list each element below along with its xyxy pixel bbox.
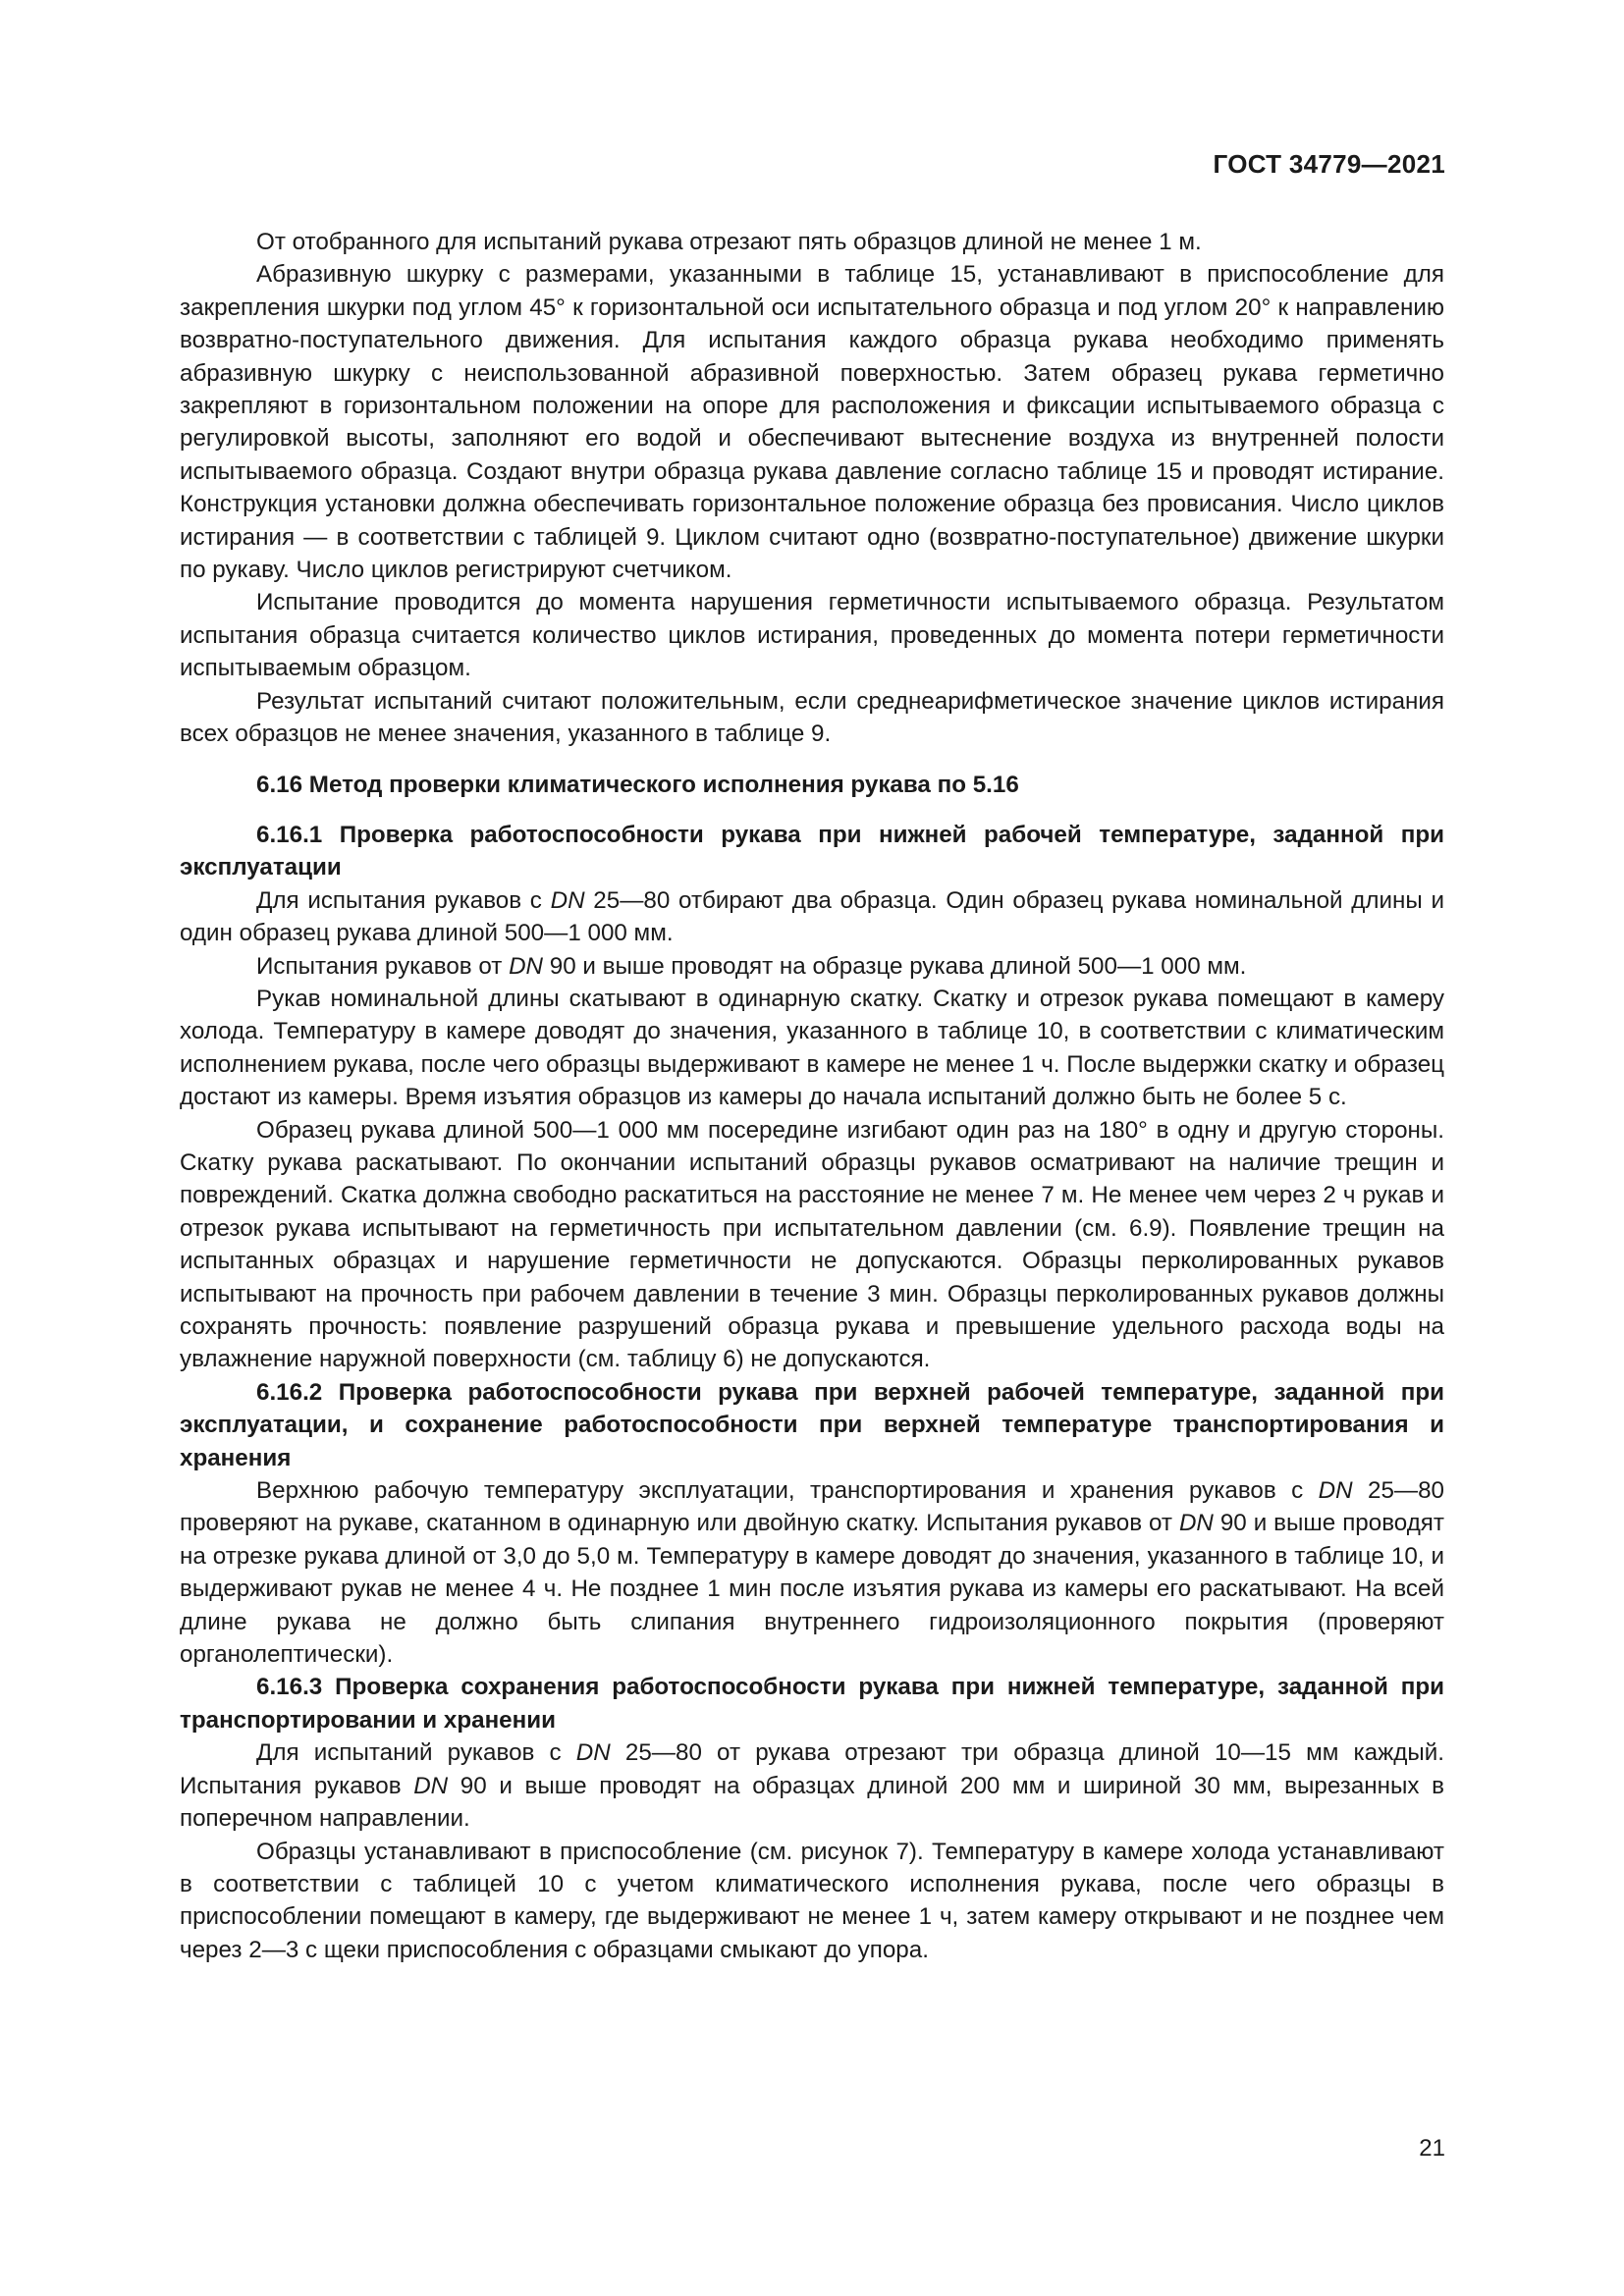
paragraph: Образец рукава длиной 500—1 000 мм посередине изгибают один раз на 180° в одну и другую стороны. Скатку рукава раскатывают. По окончании испытаний образцы рукавов осматривают на наличие трещин и повреждений. Скатка должна свободно раскатиться на расстояние не менее 7 м. Не менее чем через 2 ч рукав и отрезок рукава испытывают на герметичность при испытательном давлении (см. 6.9). Появление трещин на испытанных образцах и нарушение герметичности не допускаются. Образцы перколированных рукавов испытывают на прочность при рабочем давлении в течение 3 мин. Образцы перколированных рукавов должны сохранять прочность: появление разрушений образца рукава и превышение удельного расхода воды на увлажнение наружной поверхности (см. таблицу 6) не допускаются. bbox=[180, 1116, 1444, 1373]
dn-designation: DN bbox=[413, 1772, 449, 1799]
paragraph: Для испытаний рукавов с DN 25—80 от рукава отрезают три образца длиной 10—15 мм каждый. Испытания рукавов DN 90 и выше проводят на образцах длиной 200 мм и шириной 30 мм, вырезанных в поперечном направлении. bbox=[180, 1739, 1444, 1833]
dn-designation: DN bbox=[550, 886, 585, 914]
paragraph: Абразивную шкурку с размерами, указанными в таблице 15, устанавливают в приспособление для закрепления шкурки под углом 45° к горизонтальной оси испытательного образца и под углом 20° к направлению возвратно-поступательного движения. Для испытания каждого образца рукава необходимо применять абразивную шкурку с неиспользованной абразивной поверхностью. Затем образец рукава герметично закрепляют в горизонтальном положении на опоре для расположения и фиксации испытываемого образца с регулировкой высоты, заполняют его водой и обеспечивают вытеснение воздуха из внутренней полости испытываемого образца. Создают внутри образца рукава давление согласно таблице 15 и проводят истирание. Конструкция установки должна обеспечивать горизонтальное положение образца без провисания. Число циклов истирания — в соответствии с таблицей 9. Циклом считают одно (возвратно-поступательное) движение шкурки по рукаву. Число циклов регистрируют счетчиком. bbox=[180, 261, 1444, 584]
paragraph: Для испытания рукавов с DN 25—80 отбирают два образца. Один образец рукава номинальной длины и один образец рукава длиной 500—1 000 мм. bbox=[180, 886, 1444, 947]
paragraph: Результат испытаний считают положительным, если среднеарифметическое значение циклов истирания всех образцов не менее значения, указанного в таблице 9. bbox=[180, 687, 1444, 748]
paragraph: Образцы устанавливают в приспособление (см. рисунок 7). Температуру в камере холода устанавливают в соответствии с таблицей 10 с учетом климатического исполнения рукава, после чего образцы в приспособлении помещают в камеру, где выдерживают не менее 1 ч, затем камеру открывают и не позднее чем через 2—3 с щеки приспособления с образцами смыкают до упора. bbox=[180, 1838, 1444, 1963]
dn-designation: DN bbox=[575, 1739, 611, 1767]
dn-designation: DN bbox=[1318, 1477, 1353, 1505]
subsection-heading: 6.16.2 Проверка работоспособности рукава при верхней рабочей температуре, заданной при эксплуатации, и сохранение работоспособности при верхней температуре транспортирования и хранения bbox=[180, 1378, 1444, 1471]
subsection-heading: 6.16.3 Проверка сохранения работоспособности рукава при нижней температуре, заданной при транспортировании и хранении bbox=[180, 1674, 1444, 1734]
page-number: 21 bbox=[1419, 2135, 1445, 2162]
dn-designation: DN bbox=[1178, 1510, 1214, 1537]
subsection-heading: 6.16.1 Проверка работоспособности рукава при нижней рабочей температуре, заданной при эксплуатации bbox=[180, 821, 1444, 881]
document-code-header: ГОСТ 34779—2021 bbox=[1213, 149, 1445, 179]
dn-designation: DN bbox=[509, 952, 544, 980]
paragraph: Испытания рукавов от DN 90 и выше проводят на образце рукава длиной 500—1 000 мм. bbox=[256, 952, 1247, 980]
paragraph: Верхнюю рабочую температуру эксплуатации, транспортирования и хранения рукавов с DN 25—80 проверяют на рукаве, скатанном в одинарную или двойную скатку. Испытания рукавов от DN 90 и выше проводят на отрезке рукава длиной от 3,0 до 5,0 м. Температуру в камере доводят до значения, указанного в таблице 10, и выдерживают рукав не менее 4 ч. Не позднее 1 мин после изъятия рукава из камеры его раскатывают. На всей длине рукава не должно быть слипания внутреннего гидроизоляционного покрытия (проверяют органолептически). bbox=[180, 1477, 1444, 1669]
document-body bbox=[180, 226, 1444, 1966]
paragraph: От отобранного для испытаний рукава отрезают пять образцов длиной не менее 1 м. bbox=[256, 229, 1202, 255]
section-heading: 6.16 Метод проверки климатического исполнения рукава по 5.16 bbox=[256, 771, 1019, 798]
paragraph: Испытание проводится до момента нарушения герметичности испытываемого образца. Результатом испытания образца считается количество циклов истирания, проведенных до момента потери герметичности испытываемым образцом. bbox=[180, 589, 1444, 682]
paragraph: Рукав номинальной длины скатывают в одинарную скатку. Скатку и отрезок рукава помещают в камеру холода. Температуру в камере доводят до значения, указанного в таблице 10, в соответствии с климатическим исполнением рукава, после чего образцы выдерживают в камере не менее 1 ч. После выдержки скатку и образец достают из камеры. Время изъятия образцов из камеры до начала испытаний должно быть не более 5 с. bbox=[180, 985, 1444, 1111]
